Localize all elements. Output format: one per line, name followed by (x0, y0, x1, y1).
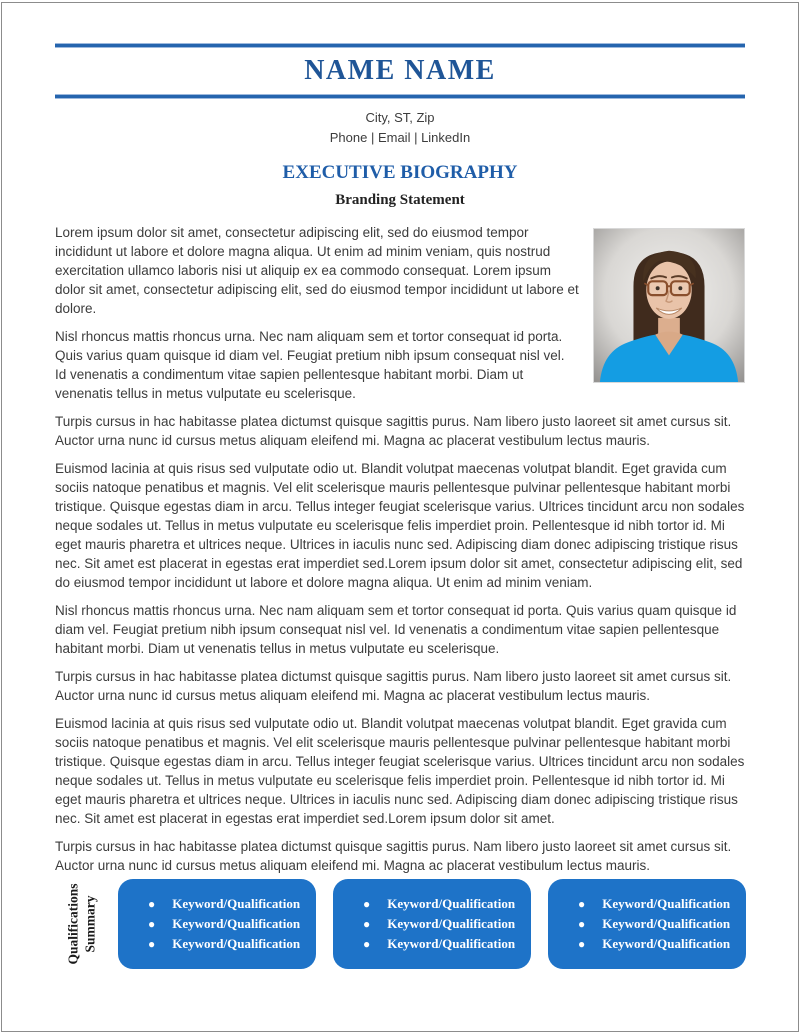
bullet-icon: ● (363, 937, 371, 951)
qualification-item-label: Keyword/Qualification (172, 916, 301, 931)
bullet-icon: ● (363, 897, 371, 911)
name-heading: NAME NAME (304, 55, 496, 86)
qualification-item-label: Keyword/Qualification (387, 936, 516, 951)
qualification-item (339, 914, 525, 934)
qualification-item-label: Keyword/Qualification (172, 936, 301, 951)
bio-paragraph-1: Lorem ipsum dolor sit amet, consectetur adipiscing elit, sed do eiusmod tempor incididunt ut labore et dolore magna aliqua. Ut enim ad minim veniam, quis nostrud exercitation ullamco laboris nisi ut aliquip ex ea commodo consequat. Lorem ipsum dolor sit amet, consectetur adipiscing elit, sed do eiusmod tempor incididunt ut labore et dolore. (55, 225, 579, 316)
qualification-box-1 (118, 879, 316, 969)
qualification-item (339, 894, 525, 914)
portrait-photo (593, 228, 745, 383)
document-title: EXECUTIVE BIOGRAPHY (282, 162, 518, 183)
qualification-item-label: Keyword/Qualification (387, 896, 516, 911)
qualification-item (554, 914, 740, 934)
branding-statement: Branding Statement (335, 192, 465, 208)
qualifications-label (64, 883, 98, 964)
qualifications-section (44, 879, 746, 969)
qualification-item-label: Keyword/Qualification (602, 916, 731, 931)
bullet-icon: ● (578, 937, 586, 951)
bullet-icon: ● (578, 917, 586, 931)
qualification-item (124, 934, 310, 954)
bio-paragraph-6: Turpis cursus in hac habitasse platea dictumst quisque sagittis purus. Nam libero justo laoreet sit amet cursus sit. Auctor urna nunc id cursus metus aliquam eleifend mi. Magna ac placerat vestibulum lectus mauris. (55, 669, 732, 703)
bio-paragraph-8: Turpis cursus in hac habitasse platea dictumst quisque sagittis purus. Nam libero justo laoreet sit amet cursus sit. Auctor urna nunc id cursus metus aliquam eleifend mi. Magna ac placerat vestibulum lectus mauris. (55, 839, 732, 873)
qualification-item-label: Keyword/Qualification (172, 896, 301, 911)
bullet-icon: ● (148, 937, 156, 951)
bio-paragraph-7: Euismod lacinia at quis risus sed vulputate odio ut. Blandit volutpat maecenas volutpat blandit. Eget gravida cum sociis natoque penatibus et magnis. Vel elit scelerisque mauris pellentesque pulvinar pellentesque habitant morbi tristique. Quisque egestas diam in arcu. Tellus integer feugiat scelerisque varius. Ultrices tincidunt arcu non sodales neque sodales ut. Tellus in metus vulputate eu scelerisque felis imperdiet proin. Pellentesque id nibh tortor id. Mi eget mauris pharetra et ultrices neque. Ultrices in iaculis nunc sed. Adipiscing diam donec adipiscing tristique risus nec. Sit amet est placerat in egestas erat imperdiet sed.Lorem ipsum dolor sit amet. (55, 716, 745, 826)
qualification-item (554, 894, 740, 914)
qualification-box-2 (333, 879, 531, 969)
bullet-icon: ● (148, 897, 156, 911)
qualifications-label-line2: Summary (82, 895, 98, 953)
bio-paragraph-4: Euismod lacinia at quis risus sed vulputate odio ut. Blandit volutpat maecenas volutpat blandit. Eget gravida cum sociis natoque penatibus et magnis. Vel elit scelerisque mauris pellentesque pulvinar pellentesque habitant morbi tristique. Quisque egestas diam in arcu. Tellus integer feugiat scelerisque varius. Ultrices tincidunt arcu non sodales neque sodales ut. Tellus in metus vulputate eu scelerisque felis imperdiet proin. Pellentesque id nibh tortor id. Mi eget mauris pharetra et ultrices neque. Ultrices in iaculis nunc sed. Adipiscing diam donec adipiscing tristique risus nec. Sit amet est placerat in egestas erat imperdiet sed.Lorem ipsum dolor sit amet, consectetur adipiscing elit, sed do eiusmod tempor incididunt ut labore et dolore magna aliqua. Ut enim ad minim veniam. (55, 461, 745, 590)
contact-location: City, ST, Zip (365, 110, 435, 125)
qualification-item (554, 934, 740, 954)
header-rule-bottom (55, 94, 745, 99)
qualification-item (124, 894, 310, 914)
qualifications-label-wrap (44, 879, 118, 969)
document-page (1, 2, 799, 1032)
contact-links: Phone | Email | LinkedIn (329, 129, 471, 145)
bio-paragraph-3: Turpis cursus in hac habitasse platea dictumst quisque sagittis purus. Nam libero justo laoreet sit amet cursus sit. Auctor urna nunc id cursus metus aliquam eleifend mi. Magna ac placerat vestibulum lectus mauris. (55, 414, 732, 448)
biography-body (55, 223, 745, 875)
header-rule-top (55, 43, 745, 48)
bio-paragraph-5: Nisl rhoncus mattis rhoncus urna. Nec nam aliquam sem et tortor consequat id porta. Quis varius quam quisque id diam vel. Feugiat pretium nibh ipsum consequat nisl vel. Id venenatis a condimentum vitae sapien pellentesque habitant morbi. Diam ut venenatis tellus in metus vulputate eu scelerisque. (55, 603, 737, 656)
contact-block (55, 108, 745, 147)
qualification-item (124, 914, 310, 934)
qualification-box-3 (548, 879, 746, 969)
qualification-item (339, 934, 525, 954)
qualification-item-label: Keyword/Qualification (602, 896, 731, 911)
portrait-illustration (594, 229, 744, 382)
qualifications-label-line1: Qualifications (65, 883, 81, 965)
bio-paragraph-2: Nisl rhoncus mattis rhoncus urna. Nec nam aliquam sem et tortor consequat id porta. Quis varius quam quisque id diam vel. Feugiat pretium nibh ipsum consequat nisl vel. Id venenatis a condimentum vitae sapien pellentesque habitant morbi. Diam ut venenatis tellus in metus vulputate eu scelerisque. (55, 329, 565, 401)
qualification-item-label: Keyword/Qualification (602, 936, 731, 951)
bullet-icon: ● (148, 917, 156, 931)
qualification-boxes (118, 879, 746, 969)
qualification-item-label: Keyword/Qualification (387, 916, 516, 931)
bullet-icon: ● (363, 917, 371, 931)
bullet-icon: ● (578, 897, 586, 911)
